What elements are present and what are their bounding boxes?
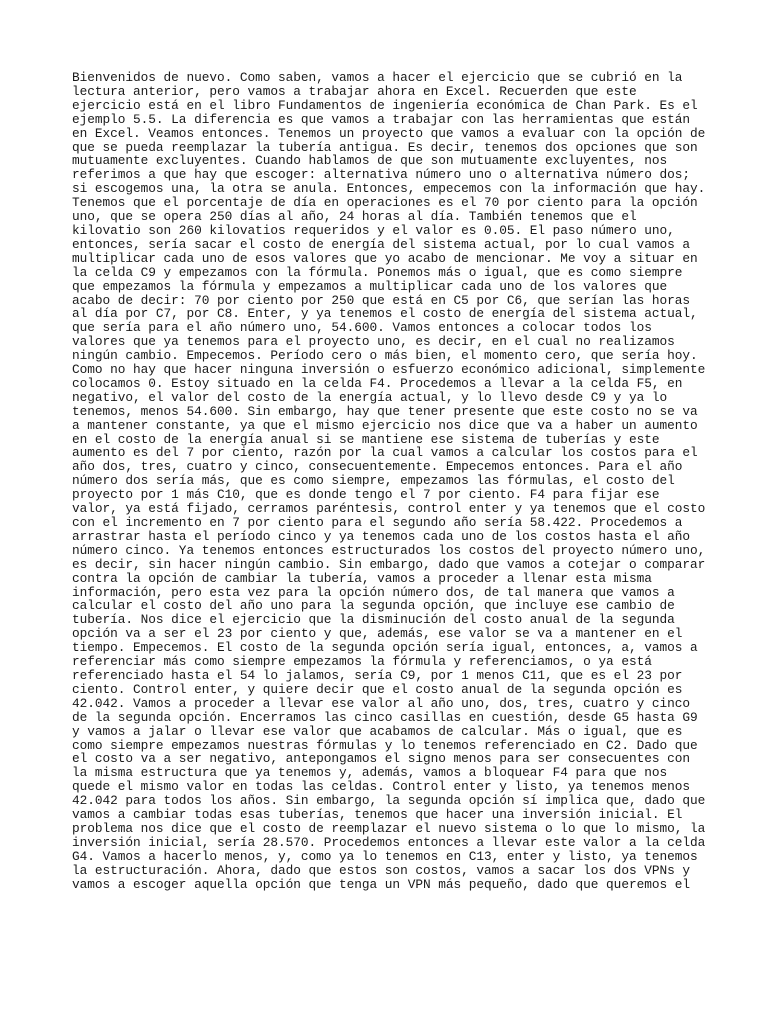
transcript-text: Bienvenidos de nuevo. Como saben, vamos a hacer el ejercicio que se cubrió en la lectura anterior, pero vamos a trabajar ahora en Excel. Recuerden que este ejercicio está en el libro Fundamentos de ingeniería económica de Chan Park. Es el ejemplo 5.5. La diferencia es que vamos a trabajar con las herramientas que están en Excel. Veamos entonces. Tenemos un proyecto que vamos a evaluar con la opción de que se pueda reemplazar la tubería antigua. Es decir, tenemos dos opciones que son mutuamente excluyentes. Cuando hablamos de que son mutuamente excluyentes, nos referimos a que hay que escoger: alternativa número uno o alternativa número dos; si escogemos una, la otra se anula. Entonces, empecemos con la información que hay. Tenemos que el porcentaje de día en operaciones es el 70 por ciento para la opción uno, que se opera 250 días al año, 24 horas al día. También tenemos que el kilovatio son 260 kilovatios requeridos y el valor es 0.05. El paso número uno, entonces, sería sacar el costo de energía del sistema actual, por lo cual vamos a multiplicar cada uno de esos valores que yo acabo de mencionar. Me voy a situar en la celda C9 y empezamos con la fórmula. Ponemos más o igual, que es como siempre que empezamos la fórmula y empezamos a multiplicar cada uno de los valores que acabo de decir: 70 por ciento por 250 que está en C5 por C6, que serían las horas al día por C7, por C8. Enter, y ya tenemos el costo de energía del sistema actual, que sería para el año número uno, 54.600. Vamos entonces a colocar todos los valores que ya tenemos para el proyecto uno, es decir, en el cual no realizamos ningún cambio. Empecemos. Período cero o más bien, el momento cero, que sería hoy. Como no hay que hacer ninguna inversión o esfuerzo económico adicional, simplemente colocamos 0. Estoy situado en la celda F4. Procedemos a llevar a la celda F5, en negativo, el valor del costo de la energía actual, y lo llevo desde C9 y ya lo tenemos, menos 54.600. Sin embargo, hay que tener presente que este costo no se va a mantener constante, ya que el mismo ejercicio nos dice que va a haber un aumento en el costo de la energía anual si se mantiene ese sistema de tuberías y este aumento es del 7 por ciento, razón por la cual vamos a calcular los costos para el año dos, tres, cuatro y cinco, consecuentemente. Empecemos entonces. Para el año número dos sería más, que es como siempre, empezamos las fórmulas, el costo del proyecto por 1 más C10, que es donde tengo el 7 por ciento. F4 para fijar ese valor, ya está fijado, cerramos paréntesis, control enter y ya tenemos que el costo con el incremento en 7 por ciento para el segundo año sería 58.422. Procedemos a arrastrar hasta el período cinco y ya tenemos cada uno de los costos hasta el año número cinco. Ya tenemos entonces estructurados los costos del proyecto número uno, es decir, sin hacer ningún cambio. Sin embargo, dado que vamos a cotejar o comparar contra la opción de cambiar la tubería, vamos a proceder a llenar esta misma información, pero esta vez para la opción número dos, de tal manera que vamos a calcular el costo del año uno para la segunda opción, que incluye ese cambio de tubería. Nos dice el ejercicio que la disminución del costo anual de la segunda opción va a ser el 23 por ciento y que, además, ese valor se va a mantener en el tiempo. Empecemos. El costo de la segunda opción sería igual, entonces, a, vamos a referenciar más como siempre empezamos la fórmula y referenciamos, o ya está referenciado hasta el 54 lo jalamos, sería C9, por 1 menos C11, que es el 23 por ciento. Control enter, y quiere decir que el costo anual de la segunda opción es 42.042. Vamos a proceder a llevar ese valor al año uno, dos, tres, cuatro y cinco de la segunda opción. Encerramos las cinco casillas en cuestión, desde G5 hasta G9 y vamos a jalar o llevar ese valor que acabamos de calcular. Más o igual, que es como siempre empezamos nuestras fórmulas y lo tenemos referenciado en C2. Dado que el costo va a ser negativo, antepongamos el signo menos para ser consecuentes con la misma estructura que ya tenemos y, además, vamos a bloquear F4 para que nos quede el mismo valor en todas las celdas. Control enter y listo, ya tenemos menos 42.042 para todos los años. Sin embargo, la segunda opción sí implica que, dado que vamos a cambiar todas esas tuberías, tenemos que hacer una inversión inicial. El problema nos dice que el costo de reemplazar el nuevo sistema o lo que lo mismo, la inversión inicial, sería 28.570. Procedemos entonces a llevar este valor a la celda G4. Vamos a hacerlo menos, y, como ya lo tenemos en C13, enter y listo, ya tenemos la estructuración. Ahora, dado que estos son costos, vamos a sacar los dos VPNs y vamos a escoger aquella opción que tenga un VPN más pequeño, dado que queremos el: [72, 70, 706, 892]
